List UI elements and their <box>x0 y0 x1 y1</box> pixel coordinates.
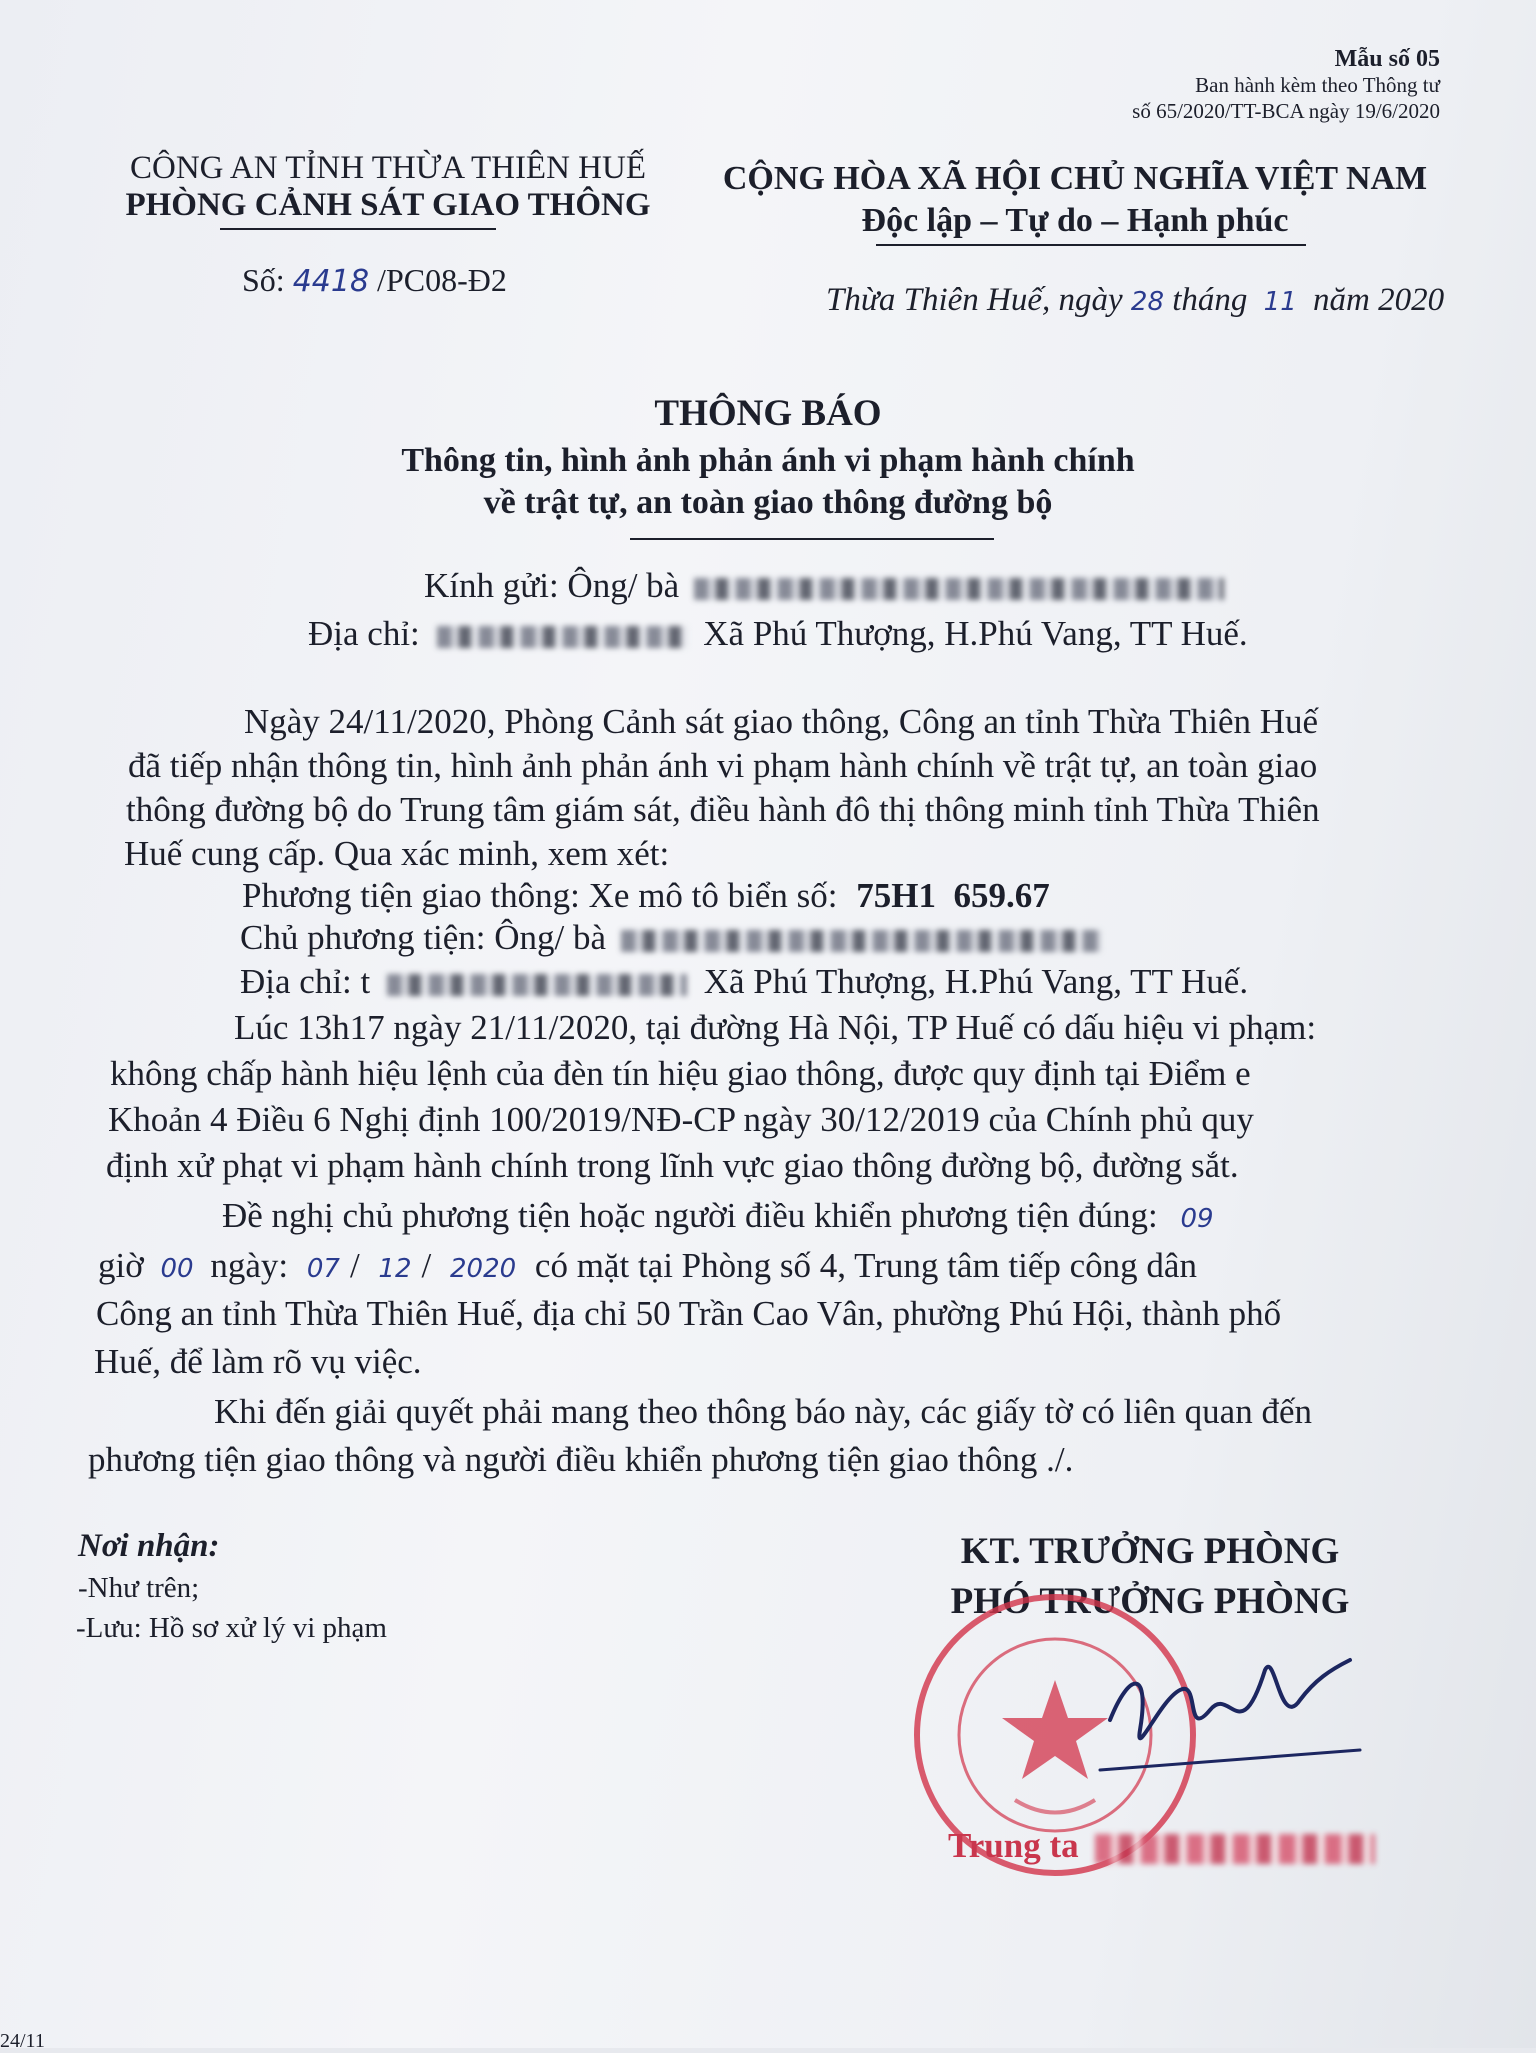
redacted-signer-name <box>1095 1834 1375 1864</box>
p3-text: Đề nghị chủ phương tiện hoặc người điều khiển phương tiện đúng: <box>222 1196 1158 1235</box>
ngay-label: ngày: <box>210 1246 289 1285</box>
p1-line3: thông đường bộ do Trung tâm giám sát, điều hành đô thị thông minh tỉnh Thừa Thiên <box>126 790 1320 829</box>
date-month: 11 <box>1263 287 1297 317</box>
appointment-day: 07 <box>306 1254 340 1284</box>
vehicle-label: Phương tiện giao thông: Xe mô tô biển số: <box>242 876 838 915</box>
notice-subtitle-1: Thông tin, hình ảnh phản ánh vi phạm hành chính <box>401 442 1135 479</box>
signer-title-2: PHÓ TRƯỞNG PHÒNG <box>950 1581 1350 1622</box>
p3-line2: giờ 00 ngày: 07 / 12 / 2020 có mặt tại Phòng số 4, Trung tâm tiếp công dân <box>98 1246 1197 1285</box>
so-suffix: /PC08-Đ2 <box>377 262 507 298</box>
document-number <box>242 262 507 299</box>
address-label: Địa chỉ: <box>308 614 420 653</box>
appointment-minute: 00 <box>160 1254 194 1284</box>
appointment-hour: 09 <box>1180 1204 1214 1234</box>
signer-title-1: KT. TRƯỞNG PHÒNG <box>960 1531 1340 1572</box>
title-underline <box>630 538 994 540</box>
signature <box>1090 1610 1370 1810</box>
form-ban-hanh: Ban hành kèm theo Thông tư <box>1195 73 1440 97</box>
notice-subtitle-2: về trật tự, an toàn giao thông đường bộ <box>483 484 1053 521</box>
form-number-block <box>1132 46 1440 124</box>
recipient-line <box>424 566 1224 606</box>
redacted-name <box>694 578 1224 600</box>
p4-line2: phương tiện giao thông và người điều khiển phương tiện giao thông ./. <box>88 1440 1074 1479</box>
p3-line2-tail: có mặt tại Phòng số 4, Trung tâm tiếp công dân <box>534 1246 1197 1285</box>
motto-underline <box>876 244 1306 246</box>
recipient-address <box>308 614 1248 654</box>
form-mau-so: Mẫu số 05 <box>1334 46 1440 72</box>
gio-label: giờ <box>98 1246 144 1285</box>
noi-nhan-1: -Như trên; <box>78 1572 200 1604</box>
p2-line1: Lúc 13h17 ngày 21/11/2020, tại đường Hà Nội, TP Huế có dấu hiệu vi phạm: <box>234 1008 1317 1047</box>
p3-line1 <box>222 1196 1214 1239</box>
so-number: 4418 <box>292 264 370 299</box>
form-thong-tu: số 65/2020/TT-BCA ngày 19/6/2020 <box>1132 99 1440 123</box>
p2-line3: Khoản 4 Điều 6 Nghị định 100/2019/NĐ-CP ngày 30/12/2019 của Chính phủ quy <box>108 1100 1254 1139</box>
p3-line3: Công an tỉnh Thừa Thiên Huế, địa chỉ 50 Trần Cao Vân, phường Phú Hội, thành phố <box>96 1294 1282 1333</box>
p1-line1: Ngày 24/11/2020, Phòng Cảnh sát giao thông, Công an tỉnh Thừa Thiên Huế <box>244 702 1319 741</box>
p4-line1: Khi đến giải quyết phải mang theo thông báo này, các giấy tờ có liên quan đến <box>214 1392 1313 1431</box>
agency-underline <box>220 228 496 230</box>
noi-nhan-2: -Lưu: Hồ sơ xử lý vi phạm <box>76 1612 387 1644</box>
signer-name <box>948 1826 1375 1866</box>
corner-fragment: 24/11 <box>0 2030 45 2052</box>
p1-line2: đã tiếp nhận thông tin, hình ảnh phản ánh vi phạm hành chính về trật tự, an toàn giao <box>128 746 1318 785</box>
date-year: năm 2020 <box>1313 282 1445 318</box>
redacted-address <box>437 626 687 648</box>
owner-address-tail: Xã Phú Thượng, H.Phú Vang, TT Huế. <box>703 962 1249 1001</box>
kinh-gui: Kính gửi: Ông/ bà <box>424 566 680 605</box>
redacted-owner-address <box>387 974 687 996</box>
agency-line2: PHÒNG CẢNH SÁT GIAO THÔNG <box>125 187 651 223</box>
owner-address-line <box>240 962 1248 1002</box>
p1-line4: Huế cung cấp. Qua xác minh, xem xét: <box>124 834 670 873</box>
agency-header <box>108 150 668 224</box>
p2-line2: không chấp hành hiệu lệnh của đèn tín hiệu giao thông, được quy định tại Điểm e <box>110 1054 1251 1093</box>
owner-address-label: Địa chỉ: t <box>240 962 371 1001</box>
date-day: 28 <box>1130 287 1164 317</box>
national-header <box>710 160 1440 240</box>
appointment-month: 12 <box>378 1254 412 1284</box>
national-motto: Độc lập – Tự do – Hạnh phúc <box>861 202 1289 239</box>
plate-number: 75H1 659.67 <box>856 876 1050 915</box>
notice-title: THÔNG BÁO <box>654 393 882 434</box>
place-date <box>826 282 1444 319</box>
owner-line <box>240 918 1101 958</box>
noi-nhan: Nơi nhận: <box>78 1528 220 1564</box>
signer-name-text: Trung ta <box>948 1826 1079 1865</box>
appointment-year: 2020 <box>450 1254 517 1284</box>
date-month-label: tháng <box>1172 282 1248 318</box>
vehicle-line <box>242 876 1050 916</box>
address-tail: Xã Phú Thượng, H.Phú Vang, TT Huế. <box>703 614 1248 653</box>
date-prefix: Thừa Thiên Huế, ngày <box>826 282 1123 318</box>
p2-line4: định xử phạt vi phạm hành chính trong lĩnh vực giao thông đường bộ, đường sắt. <box>106 1146 1239 1185</box>
redacted-owner <box>621 930 1101 952</box>
agency-line1: CÔNG AN TỈNH THỪA THIÊN HUẾ <box>129 150 646 186</box>
national-line1: CỘNG HÒA XÃ HỘI CHỦ NGHĨA VIỆT NAM <box>722 160 1428 197</box>
owner-label: Chủ phương tiện: Ông/ bà <box>240 918 607 957</box>
p3-line4: Huế, để làm rõ vụ việc. <box>94 1342 422 1381</box>
so-label: Số: <box>242 262 285 298</box>
